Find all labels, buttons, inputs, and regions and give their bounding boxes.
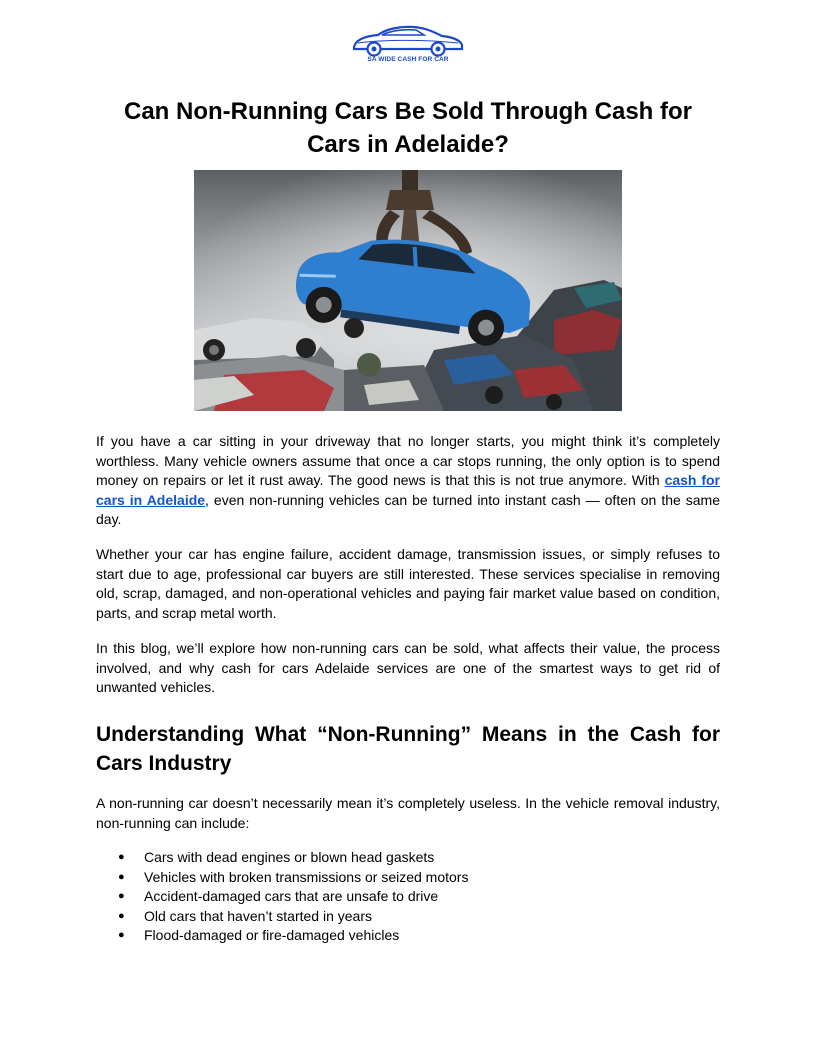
car-logo-icon (350, 23, 466, 57)
non-running-types-list (96, 848, 720, 946)
section-intro-paragraph: A non-running car doesn’t necessarily mean it’s completely useless. In the vehicle removal industry, non-running can include: (96, 795, 720, 831)
body-paragraph-2: Whether your car has engine failure, accident damage, transmission issues, or simply refuses to start due to age, professional car buyers are still interested. These services specialise in removing old, scrap, damaged, and non-operational vehicles and paying fair market value based on condition, parts, and scrap metal worth. (96, 546, 720, 621)
hero-image-scrapyard (194, 170, 622, 411)
bullet-icon: ● (118, 929, 125, 941)
intro-text-after-link: , even non-running vehicles can be turned into instant cash — often on the same day. (96, 491, 720, 527)
body-paragraph-3: In this blog, we’ll explore how non-running cars can be sold, what affects their value, the process involved, and why cash for cars Adelaide services are one of the smartest ways to get rid of unwanted vehicles. (96, 640, 720, 695)
intro-paragraph (96, 432, 720, 530)
list-item: ● Flood-damaged or fire-damaged vehicles (96, 926, 720, 946)
list-item: ● Vehicles with broken transmissions or seized motors (96, 868, 720, 888)
page-title: Can Non-Running Cars Be Sold Through Cash for Cars in Adelaide? (124, 98, 692, 158)
section-heading-non-running: Understanding What “Non-Running” Means in the Cash for Cars Industry (96, 723, 720, 775)
bullet-icon: ● (118, 870, 125, 883)
list-item: ● Old cars that haven’t started in years (96, 907, 720, 927)
list-item: ● Cars with dead engines or blown head gaskets (96, 848, 720, 868)
cash-for-cars-adelaide-link[interactable]: cash for cars in Adelaide (96, 472, 720, 508)
list-item: ● Accident-damaged cars that are unsafe to drive (96, 887, 720, 907)
bullet-icon: ● (118, 890, 125, 902)
bullet-icon: ● (118, 909, 125, 922)
logo-text: SA WIDE CASH FOR CAR (367, 56, 449, 63)
company-logo (350, 23, 466, 69)
intro-text-before-link: If you have a car sitting in your driveway that no longer starts, you might think it’s completely worthless. Many vehicle owners assume that once a car stops running, the only option is to spend money on repairs or let it rust away. The good news is that this is not true anymore. With (96, 433, 720, 488)
bullet-icon: ● (118, 851, 125, 863)
